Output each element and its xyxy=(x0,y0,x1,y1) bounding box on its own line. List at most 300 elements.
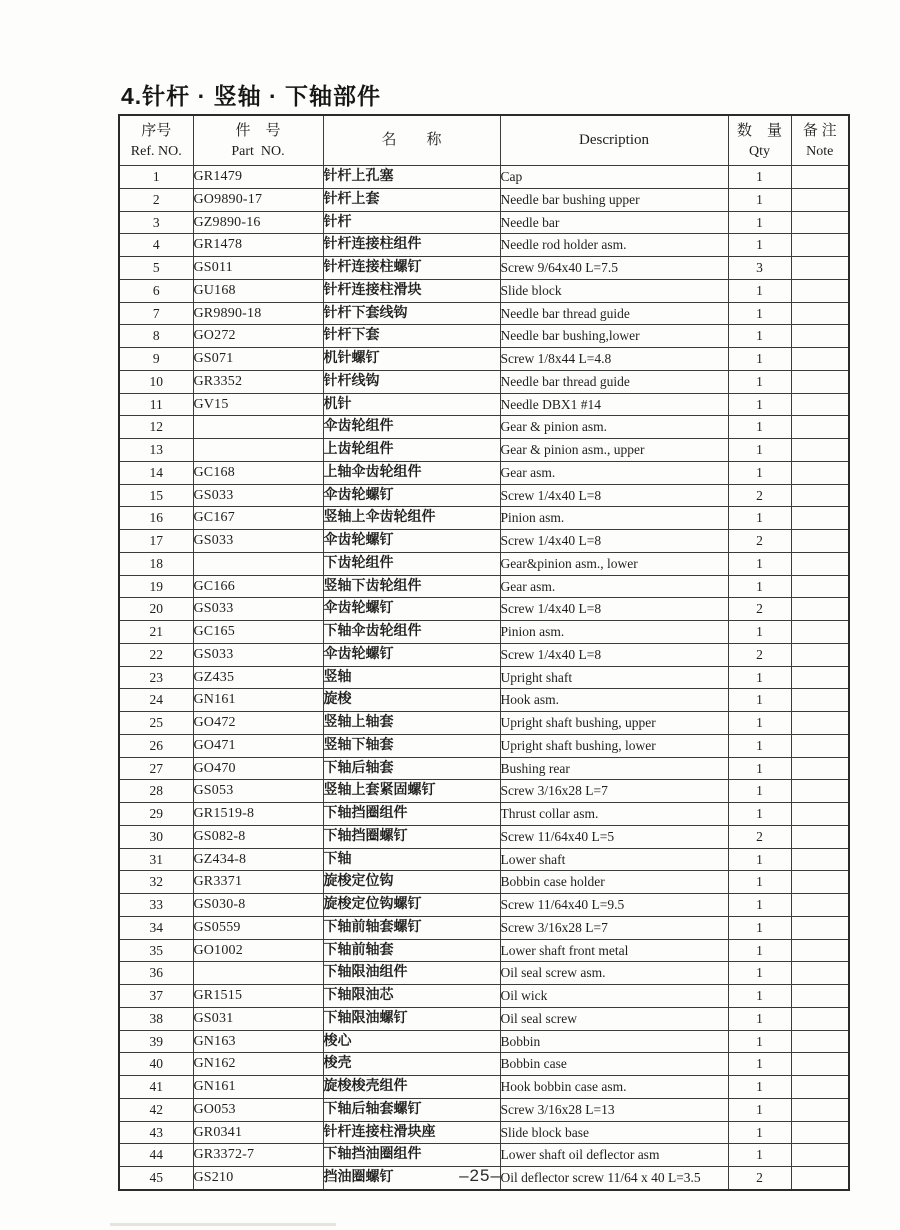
cell-name: 针杆线钩 xyxy=(323,370,500,393)
cell-desc: Screw 3/16x28 L=7 xyxy=(500,916,728,939)
cell-ref: 33 xyxy=(119,894,193,917)
cell-qty: 1 xyxy=(728,757,791,780)
cell-note xyxy=(791,666,849,689)
cell-qty: 1 xyxy=(728,552,791,575)
cell-name: 上齿轮组件 xyxy=(323,439,500,462)
cell-note xyxy=(791,712,849,735)
cell-note xyxy=(791,643,849,666)
cell-part: GN161 xyxy=(193,689,323,712)
cell-name: 下轴后轴套螺钉 xyxy=(323,1098,500,1121)
cell-part: GS030-8 xyxy=(193,894,323,917)
col-header-ref-cn: 序号 xyxy=(141,123,172,140)
cell-name: 挡油圈螺钉 xyxy=(323,1167,500,1190)
cell-part: GR3371 xyxy=(193,871,323,894)
table-row xyxy=(119,234,849,257)
cell-qty: 1 xyxy=(728,734,791,757)
col-header-part-en: Part NO. xyxy=(231,143,285,159)
cell-ref: 43 xyxy=(119,1121,193,1144)
cell-desc: Needle DBX1 #14 xyxy=(500,393,728,416)
cell-ref: 11 xyxy=(119,393,193,416)
cell-qty: 1 xyxy=(728,166,791,189)
cell-ref: 30 xyxy=(119,825,193,848)
cell-desc: Oil wick xyxy=(500,985,728,1008)
table-row xyxy=(119,848,849,871)
cell-qty: 1 xyxy=(728,575,791,598)
cell-part: GZ9890-16 xyxy=(193,211,323,234)
cell-ref: 19 xyxy=(119,575,193,598)
cell-ref: 1 xyxy=(119,166,193,189)
cell-qty: 1 xyxy=(728,1007,791,1030)
cell-note xyxy=(791,803,849,826)
cell-ref: 5 xyxy=(119,257,193,280)
cell-part: GS082-8 xyxy=(193,825,323,848)
cell-part: GN162 xyxy=(193,1053,323,1076)
cell-name: 伞齿轮螺钉 xyxy=(323,484,500,507)
cell-name: 竖轴上套紧固螺钉 xyxy=(323,780,500,803)
table-row xyxy=(119,871,849,894)
cell-part: GO272 xyxy=(193,325,323,348)
col-header-note-en: Note xyxy=(806,143,834,159)
table-row xyxy=(119,575,849,598)
cell-name: 旋梭定位钩 xyxy=(323,871,500,894)
cell-ref: 24 xyxy=(119,689,193,712)
cell-part: GS210 xyxy=(193,1167,323,1190)
col-header-part xyxy=(193,115,323,166)
cell-note xyxy=(791,689,849,712)
cell-desc: Screw 1/8x44 L=4.8 xyxy=(500,348,728,371)
cell-desc: Needle bar thread guide xyxy=(500,370,728,393)
cell-qty: 1 xyxy=(728,916,791,939)
table-row xyxy=(119,1144,849,1167)
cell-qty: 2 xyxy=(728,643,791,666)
cell-ref: 26 xyxy=(119,734,193,757)
cell-ref: 39 xyxy=(119,1030,193,1053)
cell-desc: Lower shaft front metal xyxy=(500,939,728,962)
table-row xyxy=(119,712,849,735)
cell-note xyxy=(791,393,849,416)
cell-note xyxy=(791,598,849,621)
cell-name: 下轴后轴套 xyxy=(323,757,500,780)
cell-desc: Bushing rear xyxy=(500,757,728,780)
table-row xyxy=(119,894,849,917)
cell-qty: 1 xyxy=(728,712,791,735)
cell-ref: 41 xyxy=(119,1076,193,1099)
cell-desc: Gear asm. xyxy=(500,461,728,484)
cell-part xyxy=(193,962,323,985)
table-row xyxy=(119,1053,849,1076)
cell-name: 旋梭 xyxy=(323,689,500,712)
cell-name: 针杆连接柱组件 xyxy=(323,234,500,257)
cell-note xyxy=(791,279,849,302)
cell-name: 上轴伞齿轮组件 xyxy=(323,461,500,484)
cell-ref: 27 xyxy=(119,757,193,780)
cell-ref: 45 xyxy=(119,1167,193,1190)
cell-qty: 2 xyxy=(728,1167,791,1190)
table-row xyxy=(119,552,849,575)
cell-qty: 1 xyxy=(728,962,791,985)
cell-note xyxy=(791,257,849,280)
col-header-ref xyxy=(119,115,193,166)
col-header-description-en: Description xyxy=(579,131,649,148)
cell-qty: 1 xyxy=(728,1030,791,1053)
cell-desc: Needle bar xyxy=(500,211,728,234)
cell-ref: 25 xyxy=(119,712,193,735)
cell-part: GC166 xyxy=(193,575,323,598)
cell-name: 伞齿轮螺钉 xyxy=(323,530,500,553)
page-number: –25– xyxy=(459,1166,501,1185)
cell-ref: 29 xyxy=(119,803,193,826)
col-header-description xyxy=(500,115,728,166)
cell-name: 下齿轮组件 xyxy=(323,552,500,575)
cell-name: 针杆上套 xyxy=(323,188,500,211)
cell-ref: 8 xyxy=(119,325,193,348)
cell-qty: 1 xyxy=(728,894,791,917)
cell-part: GR9890-18 xyxy=(193,302,323,325)
cell-part: GO471 xyxy=(193,734,323,757)
cell-qty: 1 xyxy=(728,461,791,484)
cell-qty: 1 xyxy=(728,1144,791,1167)
col-header-qty-cn: 数 量 xyxy=(736,123,782,140)
cell-desc: Cap xyxy=(500,166,728,189)
cell-desc: Upright shaft xyxy=(500,666,728,689)
table-row xyxy=(119,780,849,803)
cell-part xyxy=(193,416,323,439)
cell-part: GS033 xyxy=(193,598,323,621)
cell-qty: 1 xyxy=(728,348,791,371)
cell-desc: Screw 1/4x40 L=8 xyxy=(500,484,728,507)
table-row xyxy=(119,643,849,666)
cell-name: 下轴伞齿轮组件 xyxy=(323,621,500,644)
table-row xyxy=(119,1098,849,1121)
table-header xyxy=(119,115,849,166)
cell-note xyxy=(791,416,849,439)
table-row xyxy=(119,416,849,439)
cell-desc: Oil deflector screw 11/64 x 40 L=3.5 xyxy=(500,1167,728,1190)
cell-part: GR1515 xyxy=(193,985,323,1008)
cell-desc: Slide block xyxy=(500,279,728,302)
col-header-qty-en: Qty xyxy=(749,143,770,159)
cell-name: 针杆连接柱滑块 xyxy=(323,279,500,302)
cell-part: GS011 xyxy=(193,257,323,280)
cell-qty: 1 xyxy=(728,416,791,439)
cell-ref: 18 xyxy=(119,552,193,575)
cell-note xyxy=(791,552,849,575)
cell-part: GR1519-8 xyxy=(193,803,323,826)
page-title: 4.针杆 · 竖轴 · 下轴部件 xyxy=(121,83,382,109)
cell-part: GS0559 xyxy=(193,916,323,939)
cell-ref: 32 xyxy=(119,871,193,894)
cell-note xyxy=(791,939,849,962)
cell-ref: 40 xyxy=(119,1053,193,1076)
cell-desc: Hook asm. xyxy=(500,689,728,712)
table-body xyxy=(119,166,849,1190)
cell-qty: 1 xyxy=(728,939,791,962)
cell-name: 旋梭定位钩螺钉 xyxy=(323,894,500,917)
cell-note xyxy=(791,1098,849,1121)
cell-part: GO1002 xyxy=(193,939,323,962)
cell-qty: 1 xyxy=(728,279,791,302)
cell-name: 针杆下套线钩 xyxy=(323,302,500,325)
cell-note xyxy=(791,734,849,757)
cell-qty: 1 xyxy=(728,985,791,1008)
cell-name: 针杆连接柱滑块座 xyxy=(323,1121,500,1144)
col-header-name-cn: 名 称 xyxy=(381,132,442,149)
col-header-note xyxy=(791,115,849,166)
table-row xyxy=(119,188,849,211)
cell-desc: Needle bar bushing,lower xyxy=(500,325,728,348)
cell-desc: Pinion asm. xyxy=(500,621,728,644)
cell-desc: Needle rod holder asm. xyxy=(500,234,728,257)
cell-note xyxy=(791,621,849,644)
table-row xyxy=(119,734,849,757)
cell-part xyxy=(193,439,323,462)
table-row xyxy=(119,1076,849,1099)
cell-part: GR1479 xyxy=(193,166,323,189)
cell-qty: 1 xyxy=(728,325,791,348)
cell-qty: 1 xyxy=(728,689,791,712)
cell-desc: Oil seal screw xyxy=(500,1007,728,1030)
cell-ref: 28 xyxy=(119,780,193,803)
cell-note xyxy=(791,575,849,598)
cell-qty: 1 xyxy=(728,871,791,894)
cell-ref: 14 xyxy=(119,461,193,484)
cell-name: 针杆连接柱螺钉 xyxy=(323,257,500,280)
cell-part: GU168 xyxy=(193,279,323,302)
cell-part: GN161 xyxy=(193,1076,323,1099)
cell-name: 机针螺钉 xyxy=(323,348,500,371)
cell-ref: 13 xyxy=(119,439,193,462)
table-row xyxy=(119,916,849,939)
cell-note xyxy=(791,1076,849,1099)
cell-name: 竖轴下齿轮组件 xyxy=(323,575,500,598)
cell-note xyxy=(791,302,849,325)
cell-ref: 7 xyxy=(119,302,193,325)
cell-part: GC165 xyxy=(193,621,323,644)
cell-note xyxy=(791,484,849,507)
cell-qty: 1 xyxy=(728,302,791,325)
cell-note xyxy=(791,507,849,530)
cell-ref: 37 xyxy=(119,985,193,1008)
table-row xyxy=(119,325,849,348)
cell-note xyxy=(791,871,849,894)
cell-part: GO9890-17 xyxy=(193,188,323,211)
cell-note xyxy=(791,1030,849,1053)
cell-desc: Thrust collar asm. xyxy=(500,803,728,826)
cell-desc: Screw 1/4x40 L=8 xyxy=(500,643,728,666)
cell-name: 下轴限油芯 xyxy=(323,985,500,1008)
cell-ref: 20 xyxy=(119,598,193,621)
cell-part: GS053 xyxy=(193,780,323,803)
cell-desc: Upright shaft bushing, lower xyxy=(500,734,728,757)
cell-ref: 22 xyxy=(119,643,193,666)
cell-name: 竖轴上伞齿轮组件 xyxy=(323,507,500,530)
scan-artifact-line xyxy=(110,1223,336,1226)
cell-note xyxy=(791,848,849,871)
cell-part: GO472 xyxy=(193,712,323,735)
cell-ref: 34 xyxy=(119,916,193,939)
cell-ref: 31 xyxy=(119,848,193,871)
cell-note xyxy=(791,1121,849,1144)
cell-ref: 17 xyxy=(119,530,193,553)
cell-qty: 3 xyxy=(728,257,791,280)
cell-name: 下轴挡圈螺钉 xyxy=(323,825,500,848)
cell-name: 针杆上孔塞 xyxy=(323,166,500,189)
cell-part: GC168 xyxy=(193,461,323,484)
cell-ref: 44 xyxy=(119,1144,193,1167)
cell-desc: Screw 11/64x40 L=5 xyxy=(500,825,728,848)
cell-part: GC167 xyxy=(193,507,323,530)
table-row xyxy=(119,166,849,189)
cell-name: 伞齿轮螺钉 xyxy=(323,643,500,666)
cell-part: GZ434-8 xyxy=(193,848,323,871)
table-row xyxy=(119,348,849,371)
cell-ref: 36 xyxy=(119,962,193,985)
cell-desc: Gear & pinion asm. xyxy=(500,416,728,439)
cell-qty: 1 xyxy=(728,780,791,803)
cell-name: 伞齿轮组件 xyxy=(323,416,500,439)
cell-desc: Screw 3/16x28 L=13 xyxy=(500,1098,728,1121)
col-header-note-cn: 备 注 xyxy=(802,123,837,140)
cell-desc: Lower shaft oil deflector asm xyxy=(500,1144,728,1167)
table-row xyxy=(119,302,849,325)
cell-name: 下轴前轴套螺钉 xyxy=(323,916,500,939)
cell-note xyxy=(791,211,849,234)
table-row xyxy=(119,621,849,644)
cell-desc: Gear asm. xyxy=(500,575,728,598)
cell-name: 伞齿轮螺钉 xyxy=(323,598,500,621)
cell-note xyxy=(791,1053,849,1076)
cell-desc: Screw 9/64x40 L=7.5 xyxy=(500,257,728,280)
cell-desc: Pinion asm. xyxy=(500,507,728,530)
cell-part: GS033 xyxy=(193,530,323,553)
cell-part: GR1478 xyxy=(193,234,323,257)
cell-note xyxy=(791,894,849,917)
table-row xyxy=(119,689,849,712)
cell-qty: 1 xyxy=(728,370,791,393)
cell-name: 机针 xyxy=(323,393,500,416)
cell-ref: 38 xyxy=(119,1007,193,1030)
cell-qty: 1 xyxy=(728,1121,791,1144)
cell-desc: Hook bobbin case asm. xyxy=(500,1076,728,1099)
cell-note xyxy=(791,780,849,803)
cell-note xyxy=(791,962,849,985)
cell-note xyxy=(791,166,849,189)
col-header-part-cn: 件 号 xyxy=(235,123,281,140)
table-row xyxy=(119,825,849,848)
cell-desc: Needle bar thread guide xyxy=(500,302,728,325)
table-row xyxy=(119,439,849,462)
table-row xyxy=(119,598,849,621)
cell-name: 下轴 xyxy=(323,848,500,871)
cell-note xyxy=(791,1007,849,1030)
cell-ref: 10 xyxy=(119,370,193,393)
cell-name: 竖轴 xyxy=(323,666,500,689)
cell-part xyxy=(193,552,323,575)
cell-part: GO470 xyxy=(193,757,323,780)
cell-qty: 1 xyxy=(728,848,791,871)
cell-ref: 12 xyxy=(119,416,193,439)
cell-part: GN163 xyxy=(193,1030,323,1053)
cell-desc: Screw 1/4x40 L=8 xyxy=(500,530,728,553)
table-row xyxy=(119,757,849,780)
col-header-ref-en: Ref. NO. xyxy=(130,143,182,159)
cell-name: 针杆下套 xyxy=(323,325,500,348)
table-row xyxy=(119,461,849,484)
cell-note xyxy=(791,348,849,371)
cell-desc: Gear&pinion asm., lower xyxy=(500,552,728,575)
col-header-qty xyxy=(728,115,791,166)
cell-note xyxy=(791,985,849,1008)
cell-ref: 42 xyxy=(119,1098,193,1121)
cell-ref: 35 xyxy=(119,939,193,962)
cell-part: GR3372-7 xyxy=(193,1144,323,1167)
cell-ref: 9 xyxy=(119,348,193,371)
table-row xyxy=(119,939,849,962)
table-row xyxy=(119,211,849,234)
cell-note xyxy=(791,234,849,257)
cell-qty: 1 xyxy=(728,1098,791,1121)
cell-name: 下轴挡油圈组件 xyxy=(323,1144,500,1167)
cell-desc: Needle bar bushing upper xyxy=(500,188,728,211)
cell-note xyxy=(791,188,849,211)
table-row xyxy=(119,507,849,530)
cell-note xyxy=(791,325,849,348)
cell-qty: 1 xyxy=(728,621,791,644)
table-row xyxy=(119,530,849,553)
cell-name: 下轴限油组件 xyxy=(323,962,500,985)
cell-name: 梭壳 xyxy=(323,1053,500,1076)
cell-ref: 21 xyxy=(119,621,193,644)
cell-desc: Screw 3/16x28 L=7 xyxy=(500,780,728,803)
cell-desc: Screw 11/64x40 L=9.5 xyxy=(500,894,728,917)
cell-desc: Bobbin xyxy=(500,1030,728,1053)
cell-part: GV15 xyxy=(193,393,323,416)
table-row xyxy=(119,962,849,985)
cell-qty: 1 xyxy=(728,507,791,530)
cell-qty: 2 xyxy=(728,825,791,848)
cell-desc: Gear & pinion asm., upper xyxy=(500,439,728,462)
cell-note xyxy=(791,461,849,484)
cell-name: 针杆 xyxy=(323,211,500,234)
table-row xyxy=(119,484,849,507)
cell-ref: 16 xyxy=(119,507,193,530)
cell-desc: Oil seal screw asm. xyxy=(500,962,728,985)
cell-ref: 4 xyxy=(119,234,193,257)
cell-part: GR0341 xyxy=(193,1121,323,1144)
cell-name: 下轴前轴套 xyxy=(323,939,500,962)
table-row xyxy=(119,279,849,302)
cell-note xyxy=(791,757,849,780)
cell-qty: 2 xyxy=(728,598,791,621)
parts-table xyxy=(118,114,850,1191)
cell-name: 下轴挡圈组件 xyxy=(323,803,500,826)
table-row xyxy=(119,370,849,393)
cell-desc: Bobbin case xyxy=(500,1053,728,1076)
table-row xyxy=(119,1030,849,1053)
cell-part: GS071 xyxy=(193,348,323,371)
table-row xyxy=(119,393,849,416)
cell-desc: Upright shaft bushing, upper xyxy=(500,712,728,735)
cell-ref: 3 xyxy=(119,211,193,234)
cell-note xyxy=(791,530,849,553)
cell-name: 下轴限油螺钉 xyxy=(323,1007,500,1030)
col-header-name xyxy=(323,115,500,166)
cell-note xyxy=(791,916,849,939)
cell-name: 竖轴下轴套 xyxy=(323,734,500,757)
cell-qty: 2 xyxy=(728,530,791,553)
cell-qty: 1 xyxy=(728,188,791,211)
table-row xyxy=(119,1007,849,1030)
